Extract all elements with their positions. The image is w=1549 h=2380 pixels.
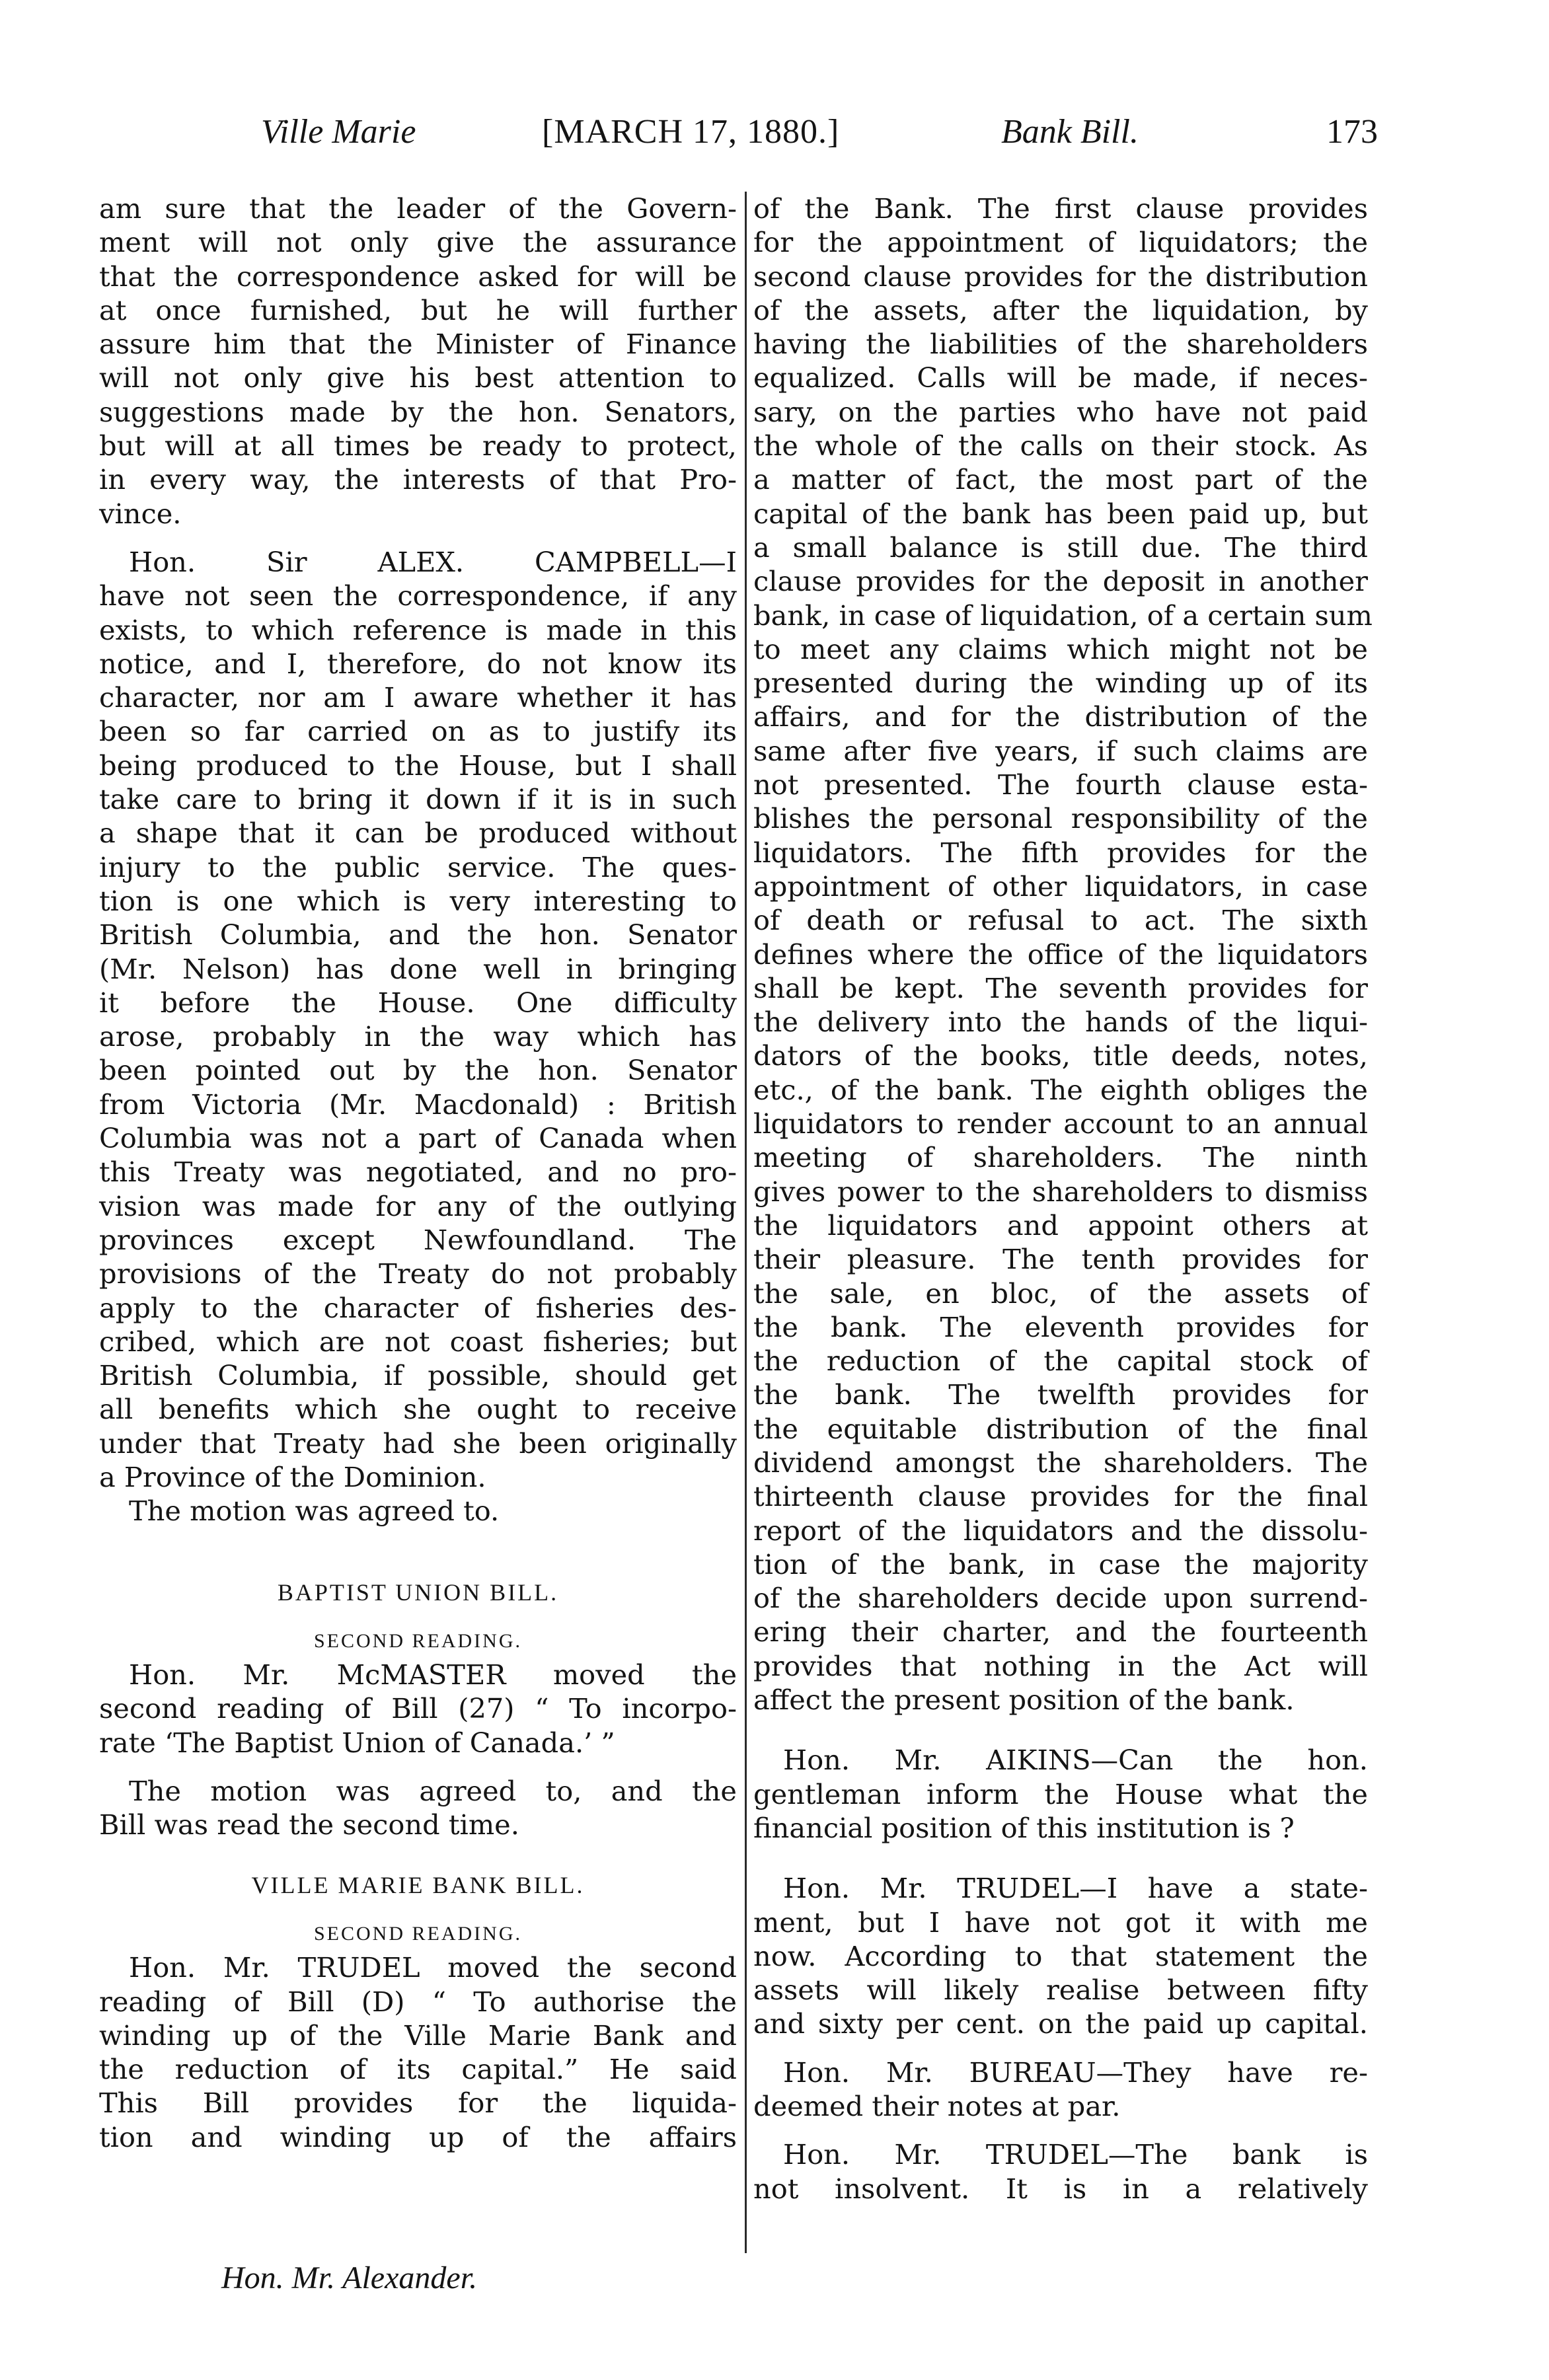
text-line: have not seen the correspondence, if any bbox=[99, 579, 737, 613]
text-line: of death or refusal to act. The sixth bbox=[753, 904, 1368, 937]
text-line: assure him that the Minister of Finance bbox=[99, 328, 737, 361]
text-line: suggestions made by the hon. Senators, bbox=[99, 395, 737, 428]
paragraph-trudel-solvent bbox=[753, 2138, 1368, 2206]
text-line: exists, to which reference is made in this bbox=[99, 613, 737, 646]
text-line: tion and winding up of the affairs bbox=[99, 2120, 737, 2153]
text-line: dividend amongst the shareholders. The bbox=[753, 1446, 1368, 1479]
section-heading-ville-marie: VILLE MARIE BANK BILL. bbox=[251, 1871, 585, 1898]
footer-speaker-note: Hon. Mr. Alexander. bbox=[221, 2260, 478, 2295]
text-line: provisions of the Treaty do not probably bbox=[99, 1257, 737, 1290]
text-line: deemed their notes at par. bbox=[753, 2090, 1121, 2123]
text-line: affairs, and for the distribution of the bbox=[753, 700, 1368, 733]
text-line: reading of Bill (D) “ To authorise the bbox=[99, 1985, 737, 2018]
text-line: of the Bank. The first clause provides bbox=[753, 192, 1368, 225]
text-line: character, nor am I aware whether it has bbox=[99, 681, 737, 714]
paragraph-bureau bbox=[753, 2056, 1368, 2124]
text-line: at once furnished, but he will further bbox=[99, 293, 737, 326]
section-subheading: SECOND READING. bbox=[314, 1922, 522, 1945]
text-line: report of the liquidators and the dissolu- bbox=[753, 1514, 1368, 1547]
paragraph-campbell-speech bbox=[99, 545, 737, 1494]
paragraph-trudel-moved bbox=[99, 1951, 737, 2154]
text-line: injury to the public service. The ques- bbox=[99, 850, 737, 883]
paragraph-motion-second-time bbox=[99, 1774, 737, 1842]
text-line: from Victoria (Mr. Macdonald) : British bbox=[99, 1088, 737, 1121]
text-line: having the liabilities of the shareholders bbox=[753, 328, 1368, 361]
text-line: not presented. The fourth clause esta- bbox=[753, 768, 1368, 801]
text-line: provinces except Newfoundland. The bbox=[99, 1223, 737, 1256]
text-line: Hon. Mr. TRUDEL—The bank is bbox=[783, 2138, 1368, 2171]
text-line: but will at all times be ready to protect, bbox=[99, 429, 737, 463]
text-line: in every way, the interests of that Pro- bbox=[99, 463, 737, 496]
text-line: second reading of Bill (27) “ To incorpo- bbox=[99, 1692, 737, 1725]
text-line: British Columbia, if possible, should get bbox=[99, 1359, 737, 1392]
text-line: a Province of the Dominion. bbox=[99, 1460, 486, 1493]
text-line: liquidators to render account to an annual bbox=[753, 1107, 1368, 1140]
paragraph-campbell-intro bbox=[99, 192, 737, 531]
paragraph-bill-clauses bbox=[753, 192, 1373, 1717]
text-line: winding up of the Ville Marie Bank and bbox=[99, 2019, 737, 2052]
header-date: [MARCH 17, 1880.] bbox=[542, 113, 840, 151]
text-line: Hon. Mr. TRUDEL moved the second bbox=[129, 1951, 737, 1984]
text-line: gentleman inform the House what the bbox=[753, 1777, 1368, 1810]
text-line: the reduction of its capital.” He said bbox=[99, 2053, 737, 2086]
text-line: the bank. The eleventh provides for bbox=[753, 1310, 1368, 1343]
text-line: (Mr. Nelson) has done well in bringing bbox=[99, 952, 737, 985]
page-number: 173 bbox=[1326, 113, 1378, 151]
text-line: the liquidators and appoint others at bbox=[753, 1209, 1368, 1242]
text-line: meeting of shareholders. The ninth bbox=[753, 1141, 1368, 1174]
text-line: equalized. Calls will be made, if neces- bbox=[753, 361, 1368, 394]
text-line: clause provides for the deposit in another bbox=[753, 565, 1368, 598]
text-line: shall be kept. The seventh provides for bbox=[753, 971, 1368, 1004]
text-line: assets will likely realise between fifty bbox=[753, 1974, 1368, 2007]
text-line: sary, on the parties who have not paid bbox=[753, 395, 1368, 428]
section-heading-baptist: BAPTIST UNION BILL. bbox=[277, 1579, 559, 1606]
text-line: the equitable distribution of the final bbox=[753, 1412, 1368, 1445]
motion-agreed-line: The motion was agreed to. bbox=[129, 1495, 500, 1528]
text-line: take care to bring it down if it is in such bbox=[99, 783, 737, 816]
text-line: Hon. Mr. AIKINS—Can the hon. bbox=[783, 1744, 1368, 1777]
text-line: been so far carried on as to justify its bbox=[99, 715, 737, 748]
text-line: defines where the office of the liquidators bbox=[753, 938, 1368, 971]
text-line: gives power to the shareholders to dismiss bbox=[753, 1175, 1368, 1208]
text-line: vince. bbox=[99, 497, 182, 530]
running-header bbox=[261, 112, 1378, 165]
text-line: Bill was read the second time. bbox=[99, 1808, 519, 1841]
text-line: not insolvent. It is in a relatively bbox=[753, 2172, 1368, 2205]
text-line: This Bill provides for the liquida- bbox=[99, 2087, 737, 2120]
text-line: same after five years, if such claims are bbox=[753, 734, 1368, 767]
text-line: will not only give his best attention to bbox=[99, 361, 737, 394]
text-line: Hon. Mr. BUREAU—They have re- bbox=[783, 2056, 1368, 2089]
header-right-title: Bank Bill. bbox=[1001, 113, 1139, 151]
text-line: Hon. Sir ALEX. CAMPBELL—I bbox=[129, 545, 737, 578]
text-line: ment will not only give the assurance bbox=[99, 226, 737, 259]
paragraph-trudel-statement bbox=[753, 1871, 1368, 2040]
header-left-title: Ville Marie bbox=[261, 113, 416, 151]
text-line: it before the House. One difficulty bbox=[99, 986, 737, 1019]
text-line: tion is one which is very interesting to bbox=[99, 884, 737, 917]
text-line: Hon. Mr. TRUDEL—I have a state- bbox=[783, 1872, 1368, 1905]
text-line: been pointed out by the hon. Senator bbox=[99, 1054, 737, 1087]
text-line: ering their charter, and the fourteenth bbox=[753, 1616, 1368, 1649]
text-line: blishes the personal responsibility of the bbox=[753, 802, 1368, 835]
text-line: now. According to that statement the bbox=[753, 1939, 1368, 1972]
text-line: ment, but I have not got it with me bbox=[753, 1906, 1368, 1939]
text-line: under that Treaty had she been originally bbox=[99, 1427, 737, 1460]
text-line: of the assets, after the liquidation, by bbox=[753, 293, 1368, 326]
text-line: tion of the bank, in case the majority bbox=[753, 1547, 1368, 1580]
text-line: that the correspondence asked for will be bbox=[99, 260, 737, 293]
text-line: bank, in case of liquidation, of a certain sum bbox=[753, 599, 1373, 632]
text-line: all benefits which she ought to receive bbox=[99, 1393, 737, 1426]
text-line: notice, and I, therefore, do not know its bbox=[99, 647, 737, 680]
text-line: the sale, en bloc, of the assets of bbox=[753, 1277, 1368, 1310]
text-line: dators of the books, title deeds, notes, bbox=[753, 1039, 1368, 1072]
section-subheading: SECOND READING. bbox=[314, 1629, 522, 1652]
text-line: rate ‘The Baptist Union of Canada.’ ” bbox=[99, 1726, 615, 1759]
paragraph-aikins bbox=[753, 1743, 1368, 1845]
text-line: am sure that the leader of the Govern- bbox=[99, 192, 737, 225]
text-line: a matter of fact, the most part of the bbox=[753, 463, 1368, 496]
text-line: appointment of other liquidators, in case bbox=[753, 870, 1368, 903]
text-line: The motion was agreed to, and the bbox=[129, 1775, 737, 1808]
left-column bbox=[99, 192, 737, 2154]
text-line: being produced to the House, but I shall bbox=[99, 749, 737, 782]
text-line: for the appointment of liquidators; the bbox=[753, 226, 1368, 259]
text-line: arose, probably in the way which has bbox=[99, 1020, 737, 1053]
text-line: Hon. Mr. McMASTER moved the bbox=[129, 1658, 737, 1692]
text-line: a small balance is still due. The third bbox=[753, 531, 1368, 564]
text-line: financial position of this institution is ? bbox=[753, 1811, 1295, 1844]
text-line: capital of the bank has been paid up, but bbox=[753, 497, 1368, 530]
text-line: apply to the character of fisheries des- bbox=[99, 1291, 737, 1324]
text-line: a shape that it can be produced without bbox=[99, 817, 737, 850]
text-line: etc., of the bank. The eighth obliges the bbox=[753, 1073, 1368, 1106]
text-line: of the shareholders decide upon surrend- bbox=[753, 1582, 1368, 1615]
text-line: presented during the winding up of its bbox=[753, 667, 1368, 700]
text-line: vision was made for any of the outlying bbox=[99, 1189, 737, 1222]
text-line: second clause provides for the distribution bbox=[753, 260, 1368, 293]
text-line: liquidators. The fifth provides for the bbox=[753, 836, 1368, 869]
column-divider bbox=[745, 192, 747, 2253]
text-line: the reduction of the capital stock of bbox=[753, 1345, 1368, 1378]
text-line: the whole of the calls on their stock. As bbox=[753, 429, 1368, 463]
paragraph-mcmaster bbox=[99, 1658, 737, 1760]
text-line: to meet any claims which might not be bbox=[753, 632, 1368, 665]
text-line: the delivery into the hands of the liqui- bbox=[753, 1006, 1368, 1039]
text-line: this Treaty was negotiated, and no pro- bbox=[99, 1156, 737, 1189]
text-line: provides that nothing in the Act will bbox=[753, 1649, 1368, 1682]
right-column bbox=[753, 192, 1373, 2206]
text-line: their pleasure. The tenth provides for bbox=[753, 1243, 1368, 1276]
text-line: British Columbia, and the hon. Senator bbox=[99, 918, 737, 951]
text-line: affect the present position of the bank. bbox=[753, 1684, 1295, 1717]
text-line: Columbia was not a part of Canada when bbox=[99, 1122, 737, 1155]
text-line: cribed, which are not coast fisheries; but bbox=[99, 1325, 737, 1358]
text-line: the bank. The twelfth provides for bbox=[753, 1378, 1368, 1411]
text-line: and sixty per cent. on the paid up capital. bbox=[753, 2007, 1368, 2040]
text-line: thirteenth clause provides for the final bbox=[753, 1480, 1368, 1513]
